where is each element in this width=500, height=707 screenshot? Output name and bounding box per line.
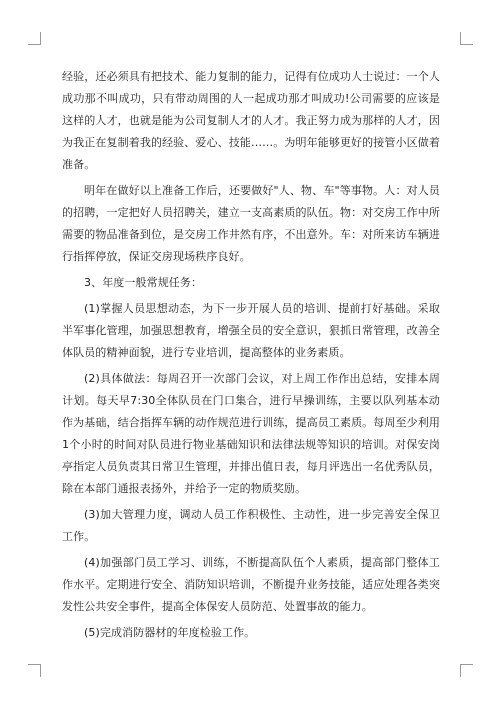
- paragraph-experience: 经验，还必须具有把技术、能力复制的能力，记得有位成功人士说过：一个人成功那不叫成功，只有带动周围的人一起成功那才叫成功!公司需要的应该是这样的人才，也就是能为公司复制人才的人才。我正努力成为那样的人才，因为我正在复制着我的经验、爱心、技能……。为明年能够更好的接管小区做着准备。: [62, 70, 440, 171]
- document-body: [62, 66, 440, 648]
- crop-mark-top-right: [460, 32, 473, 45]
- list-item-2: (2)具体做法：每周召开一次部门会议，对上周工作作出总结，安排本周计划。每天早7:30全体队员在门口集合，进行早操训练，主要以队列基本动作为基础，结合指挥车辆的动作规范进行训练，提高员工素质。每周至少利用1个小时的时间对队员进行物业基础知识和法律法规等知识的培训。对保安岗亭指定人员负责其日常卫生管理，并排出值日表，每月评选出一名优秀队员，除在本部门通报表扬外，并给予一定的物质奖励。: [62, 372, 440, 495]
- crop-mark-top-left: [28, 32, 41, 45]
- section-heading-routine-tasks: 3、年度一般常规任务：: [84, 276, 203, 289]
- list-item-1: (1)掌握人员思想动态，为下一步开展人员的培训、提前打好基础。采取半军事化管理，加强思想教育，增强全员的安全意识，狠抓日常管理，改善全体队员的精神面貌，进行专业培训，提高整体的业务素质。: [62, 302, 440, 359]
- list-item-3: (3)加大管理力度，调动人员工作积极性、主动性，进一步完善安全保卫工作。: [62, 508, 440, 543]
- crop-mark-bottom-left: [28, 664, 41, 677]
- list-item-5: (5)完成消防器材的年度检验工作。: [84, 626, 256, 639]
- paragraph-next-year-prep: 明年在做好以上准备工作后，还要做好"人、物、车"等事物。人：对人员的招聘，一定把好人员招聘关，建立一支高素质的队伍。物：对交房工作中所需要的物品准备到位，是交房工作井然有序，不出意外。车：对所来访车辆进行指挥停放，保证交房现场秩序良好。: [62, 184, 440, 263]
- crop-mark-bottom-right: [460, 664, 473, 677]
- list-item-4: (4)加强部门员工学习、训练，不断提高队伍个人素质，提高部门整体工作水平。定期进行安全、消防知识培训，不断提升业务技能，适应处理各类突发性公共安全事件，提高全体保安人员防范、处置事故的能力。: [62, 556, 440, 613]
